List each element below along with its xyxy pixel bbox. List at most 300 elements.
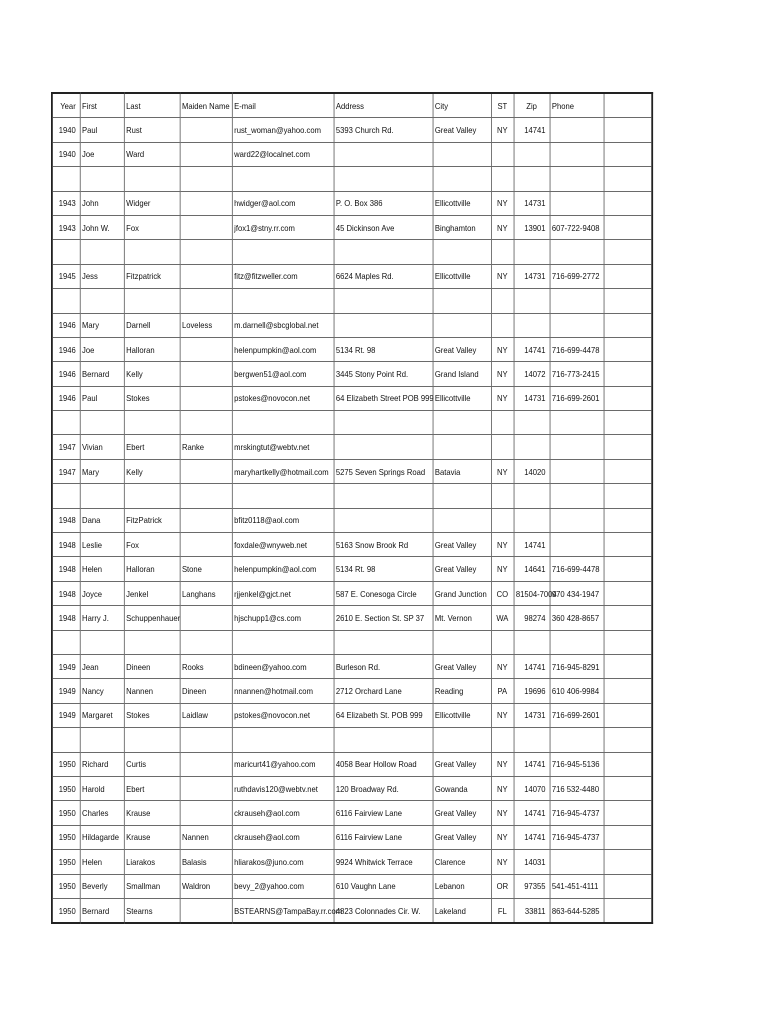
cell-last-name: Darnell [124,313,180,337]
cell-maiden-name [180,776,232,800]
cell-email: m.darnell@sbcglobal.net [232,313,334,337]
table-row [52,313,652,337]
cell-address: 9924 Whitwick Terrace [334,850,433,874]
cell-phone [550,167,604,191]
cell-year: 1950 [52,874,80,898]
cell-first-name: Bernard [80,362,124,386]
col-header-last: Last [124,93,180,118]
cell-zip: 14741 [514,337,550,361]
cell-phone [550,289,604,313]
cell-city [433,240,492,264]
cell-blank [604,167,653,191]
cell-email: rust_woman@yahoo.com [232,118,334,142]
cell-city: Lakeland [433,898,492,923]
cell-zip [514,630,550,654]
cell-last-name: Stokes [124,386,180,410]
cell-phone: 360 428-8657 [550,606,604,630]
cell-zip [514,484,550,508]
cell-city [433,142,492,166]
cell-state: FL [491,898,514,923]
cell-year: 1945 [52,264,80,288]
cell-year: 1943 [52,215,80,239]
cell-email: hliarakos@juno.com [232,850,334,874]
col-header-zip: Zip [514,93,550,118]
cell-first-name: John [80,191,124,215]
cell-last-name: Curtis [124,752,180,776]
cell-zip: 14741 [514,825,550,849]
cell-first-name: Charles [80,801,124,825]
cell-last-name: Krause [124,825,180,849]
cell-last-name: Jenkel [124,581,180,605]
cell-zip: 19696 [514,679,550,703]
table-row [52,362,652,386]
cell-address [334,142,433,166]
cell-last-name: Dineen [124,654,180,678]
cell-phone [550,411,604,435]
cell-last-name [124,484,180,508]
table-row [52,728,652,752]
table-row [52,435,652,459]
cell-first-name [80,728,124,752]
cell-address: 587 E. Conesoga Circle [334,581,433,605]
cell-zip: 14741 [514,118,550,142]
cell-blank [604,459,653,483]
cell-last-name [124,240,180,264]
col-header-phone: Phone [550,93,604,118]
cell-state: NY [491,191,514,215]
cell-city: Batavia [433,459,492,483]
cell-maiden-name [180,630,232,654]
cell-year: 1948 [52,533,80,557]
cell-maiden-name: Laidlaw [180,703,232,727]
cell-maiden-name: Waldron [180,874,232,898]
cell-year [52,167,80,191]
cell-phone [550,313,604,337]
cell-zip: 14031 [514,850,550,874]
cell-last-name [124,167,180,191]
cell-address: P. O. Box 386 [334,191,433,215]
cell-phone: 716-945-8291 [550,654,604,678]
cell-zip: 14731 [514,703,550,727]
cell-maiden-name [180,728,232,752]
cell-maiden-name [180,191,232,215]
cell-city: Binghamton [433,215,492,239]
cell-zip [514,435,550,459]
cell-maiden-name [180,606,232,630]
cell-year [52,728,80,752]
cell-address [334,484,433,508]
cell-year: 1950 [52,776,80,800]
table-row [52,557,652,581]
cell-address [334,411,433,435]
cell-blank [604,630,653,654]
cell-email: helenpumpkin@aol.com [232,337,334,361]
cell-email [232,411,334,435]
cell-first-name [80,240,124,264]
cell-address: 4058 Bear Hollow Road [334,752,433,776]
cell-phone [550,484,604,508]
cell-state: PA [491,679,514,703]
cell-email: ckrauseh@aol.com [232,825,334,849]
cell-maiden-name: Ranke [180,435,232,459]
cell-state [491,167,514,191]
cell-last-name [124,728,180,752]
cell-maiden-name: Dineen [180,679,232,703]
cell-phone: 610 406-9984 [550,679,604,703]
col-header-maiden-name: Maiden Name [180,93,232,118]
cell-year [52,411,80,435]
cell-blank [604,557,653,581]
cell-state: NY [491,850,514,874]
cell-last-name: Rust [124,118,180,142]
table-row [52,533,652,557]
cell-city [433,313,492,337]
cell-last-name: Stokes [124,703,180,727]
cell-address: 5393 Church Rd. [334,118,433,142]
cell-email: maricurt41@yahoo.com [232,752,334,776]
cell-last-name: Schuppenhauer [124,606,180,630]
cell-city [433,508,492,532]
table-row [52,630,652,654]
cell-maiden-name [180,533,232,557]
col-header-address: Address [334,93,433,118]
cell-email [232,167,334,191]
cell-state: CO [491,581,514,605]
cell-blank [604,703,653,727]
cell-email: hwidger@aol.com [232,191,334,215]
cell-blank [604,825,653,849]
table-row [52,459,652,483]
cell-city: Great Valley [433,654,492,678]
cell-year: 1940 [52,142,80,166]
cell-address: 2610 E. Section St. SP 37 [334,606,433,630]
cell-first-name: Leslie [80,533,124,557]
cell-first-name: Vivian [80,435,124,459]
cell-email [232,630,334,654]
cell-address [334,167,433,191]
cell-city [433,411,492,435]
cell-blank [604,313,653,337]
cell-maiden-name [180,215,232,239]
cell-first-name: Helen [80,850,124,874]
cell-maiden-name [180,484,232,508]
cell-year: 1950 [52,752,80,776]
cell-zip [514,167,550,191]
cell-zip: 14741 [514,654,550,678]
cell-blank [604,679,653,703]
cell-last-name: Halloran [124,557,180,581]
table-row [52,289,652,313]
cell-email: bergwen51@aol.com [232,362,334,386]
cell-year: 1946 [52,337,80,361]
cell-phone [550,240,604,264]
cell-phone: 716-699-2772 [550,264,604,288]
cell-last-name: Krause [124,801,180,825]
cell-email: mrskingtut@webtv.net [232,435,334,459]
cell-maiden-name [180,386,232,410]
col-header-email: E-mail [232,93,334,118]
cell-phone: 716-945-4737 [550,825,604,849]
col-header-first: First [80,93,124,118]
cell-maiden-name [180,240,232,264]
cell-city: Great Valley [433,533,492,557]
cell-state [491,142,514,166]
cell-address: 6116 Fairview Lane [334,801,433,825]
cell-phone [550,142,604,166]
cell-email: ruthdavis120@webtv.net [232,776,334,800]
cell-first-name: Bernard [80,898,124,923]
cell-year [52,240,80,264]
cell-blank [604,801,653,825]
cell-last-name [124,411,180,435]
cell-blank [604,776,653,800]
cell-email: nnannen@hotmail.com [232,679,334,703]
cell-state [491,484,514,508]
cell-address: 4823 Colonnades Cir. W. [334,898,433,923]
cell-city: Gowanda [433,776,492,800]
table-row [52,118,652,142]
cell-blank [604,508,653,532]
table-row [52,679,652,703]
table-row [52,801,652,825]
table-row [52,508,652,532]
cell-first-name [80,167,124,191]
cell-address: 3445 Stony Point Rd. [334,362,433,386]
cell-state [491,728,514,752]
cell-blank [604,752,653,776]
cell-last-name: Ebert [124,776,180,800]
cell-state [491,508,514,532]
cell-maiden-name [180,264,232,288]
cell-city: Great Valley [433,801,492,825]
cell-year: 1940 [52,118,80,142]
cell-first-name [80,289,124,313]
cell-address: 610 Vaughn Lane [334,874,433,898]
cell-last-name [124,630,180,654]
table-row [52,850,652,874]
cell-year: 1946 [52,386,80,410]
cell-blank [604,337,653,361]
cell-year: 1949 [52,679,80,703]
cell-phone [550,435,604,459]
cell-city: Great Valley [433,557,492,581]
cell-address [334,289,433,313]
cell-year: 1950 [52,898,80,923]
cell-address: 45 Dickinson Ave [334,215,433,239]
cell-maiden-name [180,898,232,923]
cell-first-name: Jess [80,264,124,288]
cell-address: 5134 Rt. 98 [334,557,433,581]
cell-year: 1947 [52,459,80,483]
cell-city: Ellicottville [433,386,492,410]
cell-year: 1950 [52,825,80,849]
cell-zip: 14641 [514,557,550,581]
cell-phone: 716-945-4737 [550,801,604,825]
cell-maiden-name [180,362,232,386]
cell-state: NY [491,825,514,849]
cell-phone: 716-773-2415 [550,362,604,386]
cell-zip: 33811 [514,898,550,923]
cell-phone [550,850,604,874]
cell-email: ward22@localnet.com [232,142,334,166]
cell-zip [514,240,550,264]
cell-address [334,435,433,459]
cell-email: rjjenkel@gjct.net [232,581,334,605]
cell-address [334,313,433,337]
table-row [52,898,652,923]
cell-last-name: Stearns [124,898,180,923]
cell-state: NY [491,337,514,361]
cell-phone: 716-699-2601 [550,386,604,410]
cell-state: NY [491,557,514,581]
cell-first-name: Joe [80,142,124,166]
cell-phone: 716-699-4478 [550,337,604,361]
cell-city: Ellicottville [433,264,492,288]
cell-email: foxdale@wnyweb.net [232,533,334,557]
table-row [52,581,652,605]
cell-state [491,411,514,435]
cell-maiden-name [180,337,232,361]
cell-blank [604,898,653,923]
cell-email: maryhartkelly@hotmail.com [232,459,334,483]
cell-blank [604,142,653,166]
table-row [52,386,652,410]
cell-blank [604,435,653,459]
cell-last-name: Kelly [124,459,180,483]
cell-address [334,728,433,752]
table-row [52,874,652,898]
cell-city: Grand Junction [433,581,492,605]
cell-state [491,240,514,264]
cell-state: NY [491,801,514,825]
cell-email: bdineen@yahoo.com [232,654,334,678]
cell-city: Lebanon [433,874,492,898]
col-header-state: ST [491,93,514,118]
cell-email: bevy_2@yahoo.com [232,874,334,898]
cell-zip: 98274 [514,606,550,630]
cell-email [232,289,334,313]
cell-year: 1947 [52,435,80,459]
table-row [52,167,652,191]
cell-last-name: FitzPatrick [124,508,180,532]
table-row [52,215,652,239]
cell-first-name: Harold [80,776,124,800]
cell-blank [604,264,653,288]
cell-city [433,167,492,191]
cell-first-name: Mary [80,459,124,483]
cell-first-name: Harry J. [80,606,124,630]
cell-first-name: Jean [80,654,124,678]
cell-blank [604,581,653,605]
cell-maiden-name: Stone [180,557,232,581]
header-row [52,93,652,118]
cell-first-name: Paul [80,118,124,142]
cell-last-name: Nannen [124,679,180,703]
cell-maiden-name [180,459,232,483]
cell-year [52,289,80,313]
col-header-year: Year [52,93,80,118]
cell-address [334,630,433,654]
cell-maiden-name [180,142,232,166]
cell-zip: 81504-7004 [514,581,550,605]
cell-year: 1948 [52,581,80,605]
cell-zip [514,289,550,313]
table-row [52,337,652,361]
cell-zip: 14731 [514,264,550,288]
cell-blank [604,215,653,239]
table-row [52,654,652,678]
cell-last-name: Ebert [124,435,180,459]
cell-last-name: Kelly [124,362,180,386]
cell-city [433,630,492,654]
col-header-blank [604,93,653,118]
cell-email [232,484,334,508]
cell-last-name: Fox [124,533,180,557]
cell-blank [604,484,653,508]
cell-first-name [80,630,124,654]
table-row [52,703,652,727]
cell-maiden-name: Langhans [180,581,232,605]
cell-maiden-name [180,289,232,313]
cell-state: NY [491,362,514,386]
cell-state: NY [491,703,514,727]
cell-zip: 13901 [514,215,550,239]
cell-phone: 716-699-4478 [550,557,604,581]
cell-year: 1948 [52,557,80,581]
cell-state [491,289,514,313]
cell-city [433,435,492,459]
cell-year: 1949 [52,654,80,678]
cell-state [491,313,514,337]
cell-email [232,240,334,264]
table-row [52,606,652,630]
cell-city: Ellicottville [433,703,492,727]
cell-zip [514,313,550,337]
cell-state: NY [491,118,514,142]
cell-first-name: Hildagarde [80,825,124,849]
cell-blank [604,533,653,557]
cell-state: NY [491,459,514,483]
cell-phone [550,728,604,752]
cell-address: 2712 Orchard Lane [334,679,433,703]
cell-city [433,484,492,508]
cell-year: 1950 [52,801,80,825]
cell-maiden-name [180,752,232,776]
cell-maiden-name [180,411,232,435]
cell-address: 120 Broadway Rd. [334,776,433,800]
table-row [52,411,652,435]
cell-last-name: Smallman [124,874,180,898]
cell-zip: 14741 [514,752,550,776]
cell-zip: 14020 [514,459,550,483]
cell-zip [514,728,550,752]
cell-state: NY [491,752,514,776]
cell-email: ckrauseh@aol.com [232,801,334,825]
cell-blank [604,728,653,752]
cell-maiden-name [180,801,232,825]
cell-state: OR [491,874,514,898]
cell-phone [550,508,604,532]
cell-zip: 14070 [514,776,550,800]
cell-phone: 863-644-5285 [550,898,604,923]
cell-phone: 541-451-4111 [550,874,604,898]
cell-year: 1946 [52,362,80,386]
cell-city: Ellicottville [433,191,492,215]
cell-blank [604,411,653,435]
cell-city: Great Valley [433,752,492,776]
cell-blank [604,386,653,410]
cell-state [491,630,514,654]
